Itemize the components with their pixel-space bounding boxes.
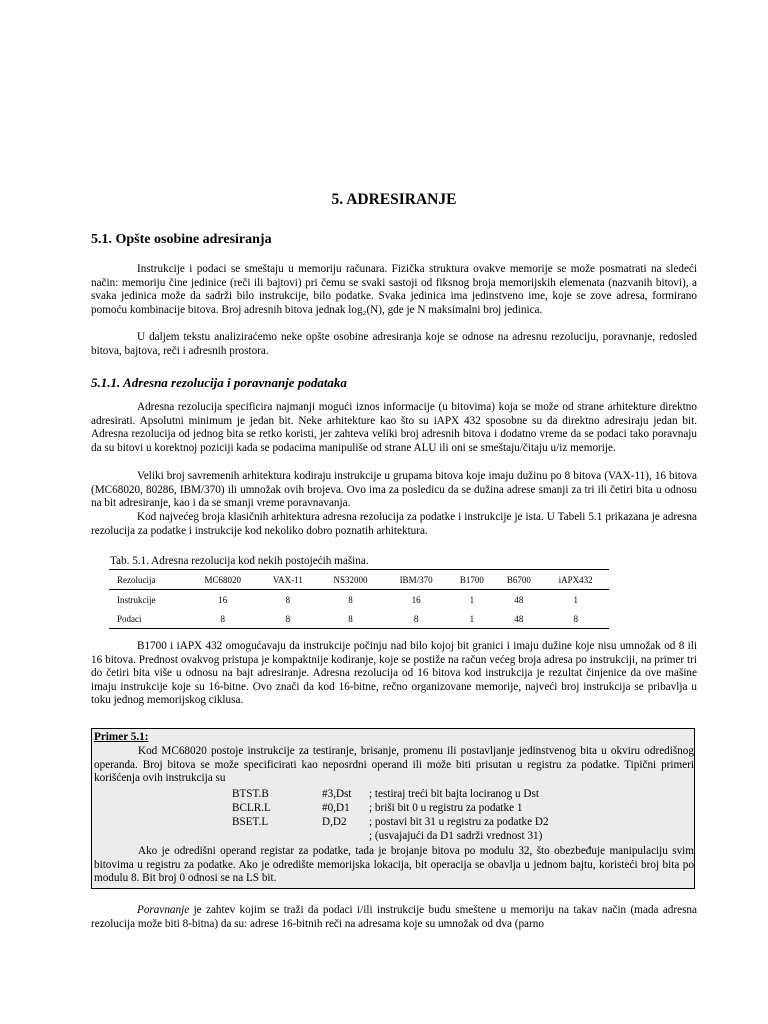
- table-header-cell: B1700: [448, 570, 495, 590]
- example-paragraph-1-text: Kod MC68020 postoje instrukcije za testiranje, brisanje, promenu ili postavljanje jedinstvenog bita u okviru odredišnog operanda. Broj bitova se može specificirati kao neposrdni operand ili može biti prisutan u registru za podatke. Tipični primeri korišćenja ovih instrukcija su: [94, 745, 694, 785]
- table-cell: 1: [573, 594, 578, 605]
- code-instruction: BSET.L: [232, 816, 269, 828]
- code-line: [232, 788, 539, 802]
- resolution-paragraph-3: [91, 511, 697, 538]
- example-paragraph-2: [94, 845, 694, 886]
- example-box: [91, 728, 695, 889]
- example-paragraph-1: [94, 745, 694, 786]
- intro-paragraph-1-text: Instrukcije i podaci se smeštaju u memoriju računara. Fizička struktura ovakve memorije se može posmatrati na sledeći način: memoriju čine jedinice (reči ili bajtovi) pri čemu se svaki sastoji od fiksnog broja memorijskih elemenata (nazvanih bitovi), a svaka jedinica može da sadrži bilo instrukcije, bilo podatke. Svaka jedinica ima jedinstveno ime, koje se zove adresa, formirano pomoću kombinacije bitova. Broj adresnih bitova jednak log₂(N), gde je N maksimalni broj jedinica.: [91, 263, 697, 316]
- intro-paragraph-1: [91, 263, 697, 317]
- code-operands: #3,Dst: [322, 788, 352, 800]
- table-row: [109, 590, 609, 610]
- table-cell: 48: [514, 594, 524, 605]
- table-header-cell: iAPX432: [542, 570, 609, 590]
- table-cell: 8: [384, 609, 449, 629]
- code-comment: ; testiraj treći bit bajta lociranog u Dst: [369, 788, 539, 800]
- subsection-title: 5.1.1. Adresna rezolucija i poravnanje podataka: [91, 375, 347, 390]
- chapter-title: 5. ADRESIRANJE: [331, 191, 457, 208]
- alignment-paragraph: [91, 904, 697, 931]
- code-line: [232, 802, 522, 816]
- table-cell: 8: [285, 594, 291, 605]
- code-instruction: BCLR.L: [232, 802, 271, 814]
- table-header-cell: Rezolucija: [109, 570, 187, 590]
- address-resolution-table: [109, 569, 609, 629]
- alignment-term: Poravnanje: [137, 904, 190, 916]
- table-cell: 1: [469, 594, 475, 605]
- table-cell: Instrukcije: [117, 594, 156, 605]
- table-header-cell: MC68020: [187, 570, 258, 590]
- code-operands: #0,D1: [322, 802, 350, 814]
- table-cell: 48: [495, 609, 542, 629]
- code-comment: ; (usvajajući da D1 sadrži vrednost 31): [369, 830, 543, 842]
- code-instruction: BTST.B: [232, 788, 269, 800]
- code-comment: ; postavi bit 31 u registru za podatke D2: [369, 816, 549, 828]
- code-line: [232, 830, 542, 844]
- table-cell: 8: [348, 594, 353, 605]
- after-table-paragraph-text: B1700 i iAPX 432 omogućavaju da instrukcije počinju nad bilo kojoj bit granici i imaju dužine koje nisu umnožak od 8 ili 16 bitova. Prednost ovakvog pristupa je kompaktnije kodiranje, koje se postiže na račun većeg broja adresa po instrukciji, na primer tri do četiri bita više u odnosu na bajt adresiranje. Adresna rezolucija od 16 bitova kod instrukcija je rezultat činjenice da ove mašine imaju instrukcije koje su 16-bitne. Ovo znači da kod 16-bitne, rečno organizovane memorije, najveći broj instrukcija se pribavlja u toku jednog memorijskog ciklusa.: [91, 640, 697, 707]
- table-cell: 8: [187, 609, 258, 629]
- table-row: [109, 609, 609, 629]
- table-header-cell: VAX-11: [258, 570, 317, 590]
- resolution-paragraph-1-text: Adresna rezolucija specificira najmanji mogući iznos informacije (u bitovima) koja se može od strane arhitekture direktno adresirati. Apsolutni minimum je jedan bit. Neke arhitekture kao što su iAPX 432 sposobne su da direktno adresiraju jedan bit. Adresna rezolucija od jednog bita se retko koristi, jer zahteva veliki broj adresnih bitova i dodatno vreme da se podaci tako poravnaju da su bitovi u korektnoj poziciji kada se podacima manipuliše od strane ALU ili oni se smeštaju/čitaju u/iz memorije.: [91, 401, 697, 454]
- table-cell: 8: [542, 609, 609, 629]
- resolution-paragraph-2-text: Veliki broj savremenih arhitektura kodiraju instrukcije u grupama bitova koje imaju dužinu po 8 bitova (VAX-11), 16 bitova (MC68020, 80286, IBM/370) ili umnožak ovih brojeva. Ovo ima za posledicu da se dužina adrese smanji za tri ili četiri bita u odnosu na bit adresiranje, kao i da se smanji vreme poravnavanja.: [91, 470, 697, 510]
- resolution-paragraph-3-text: Kod najvećeg broja klasičnih arhitektura adresna rezolucija za podatke i instrukcije je ista. U Tabeli 5.1 prikazana je adresna rezolucija za podatke i instrukcije kod nekoliko dobro poznatih arhitektura.: [91, 511, 697, 537]
- table-header-cell: IBM/370: [384, 570, 449, 590]
- table-cell: 16: [218, 594, 228, 605]
- code-comment: ; briši bit 0 u registru za podatke 1: [369, 802, 523, 814]
- table-header-cell: NS32000: [317, 570, 384, 590]
- example-title: Primer 5.1:: [94, 731, 149, 743]
- table-header-cell: B6700: [495, 570, 542, 590]
- intro-paragraph-2: [91, 331, 697, 358]
- table-header-row: [109, 570, 609, 590]
- section-title: 5.1. Opšte osobine adresiranja: [91, 232, 272, 247]
- resolution-paragraph-2: [91, 470, 697, 511]
- table-cell: 1: [448, 609, 495, 629]
- table-cell: 8: [258, 609, 317, 629]
- example-paragraph-2-text: Ako je odredišni operand registar za podatke, tada je brojanje bitova po modulu 32, što obezbeđuje manipulaciju svim bitovima u registru za podatke. Ako je odredište memorijska lokacija, bit operacija se obavlja u jednom bajtu, koristeći broj bita po modulu 8. Bit broj 0 odnosi se na LS bit.: [94, 845, 694, 885]
- table-cell: 16: [411, 594, 421, 605]
- after-table-paragraph: [91, 640, 697, 708]
- alignment-paragraph-text: je zahtev kojim se traži da podaci i/ili instrukcije budu smeštene u memoriju na takav način (mada adresna rezolucija može biti 8-bitna) da su: adrese 16-bitnih reči na adresama koje su umnožak od dva (parno: [91, 904, 697, 930]
- code-line: [232, 816, 549, 830]
- code-operands: D,D2: [322, 816, 347, 828]
- intro-paragraph-2-text: U daljem tekstu analiziraćemo neke opšte osobine adresiranja koje se odnose na adresnu rezoluciju, poravnanje, redosled bitova, bajtova, reči i adresnih prostora.: [91, 331, 697, 357]
- table-cell: Podaci: [109, 609, 187, 629]
- table-cell: 8: [317, 609, 384, 629]
- resolution-paragraph-1: [91, 401, 697, 455]
- table-caption: Tab. 5.1. Adresna rezolucija kod nekih postojećih mašina.: [110, 555, 369, 567]
